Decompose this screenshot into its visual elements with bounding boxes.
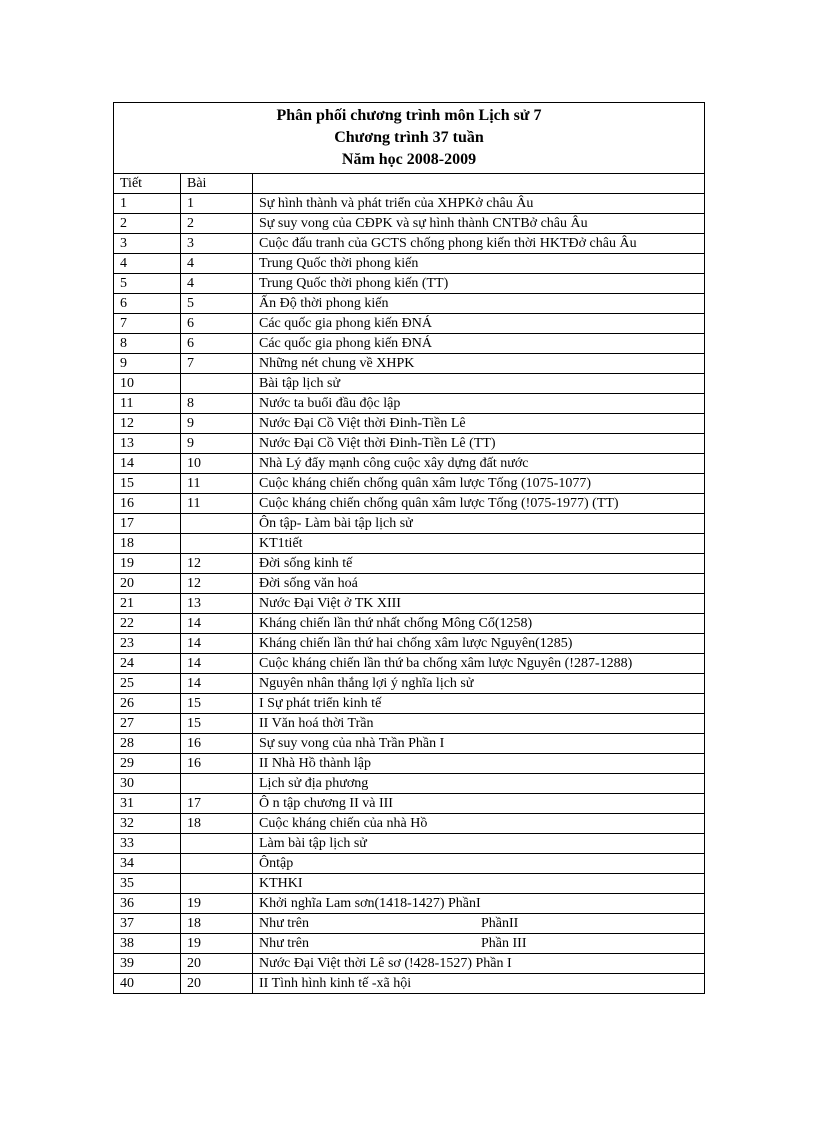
cell-bai: 14 [181, 634, 253, 654]
table-row [114, 874, 705, 894]
cell-content [253, 434, 705, 454]
cell-content [253, 334, 705, 354]
cell-bai: 16 [181, 754, 253, 774]
cell-tiet: 3 [114, 234, 181, 254]
table-row [114, 254, 705, 274]
table-row [114, 774, 705, 794]
cell-content [253, 734, 705, 754]
cell-tiet: 10 [114, 374, 181, 394]
cell-bai: 12 [181, 574, 253, 594]
cell-content-text: Sự suy vong của nhà Trần Phần I [259, 736, 445, 751]
cell-content-text: Lịch sử địa phương [259, 776, 369, 791]
table-row [114, 974, 705, 994]
table-row [114, 514, 705, 534]
cell-content [253, 834, 705, 854]
cell-content [253, 934, 705, 954]
cell-bai: 19 [181, 934, 253, 954]
cell-tiet: 27 [114, 714, 181, 734]
cell-tiet: 24 [114, 654, 181, 674]
header-row [114, 174, 705, 194]
cell-bai [181, 534, 253, 554]
cell-content-text: Cuộc kháng chiến lần thứ ba chống xâm lược Nguyên (!287-1288) [259, 656, 633, 671]
cell-content-text: I Sự phát triển kinh tế [259, 696, 382, 711]
cell-tiet: 7 [114, 314, 181, 334]
cell-content [253, 634, 705, 654]
cell-content [253, 294, 705, 314]
cell-content-text: Cuộc kháng chiến của nhà Hồ [259, 816, 428, 831]
cell-content [253, 454, 705, 474]
cell-content [253, 494, 705, 514]
table-row [114, 214, 705, 234]
title-line-subject: Phân phối chương trình môn Lịch sử 7 [276, 107, 542, 124]
table-row [114, 314, 705, 334]
table-row [114, 934, 705, 954]
cell-content-text: Nước Đại Cồ Việt thời Đinh-Tiền Lê (TT) [259, 436, 496, 451]
cell-content [253, 214, 705, 234]
cell-bai: 12 [181, 554, 253, 574]
cell-tiet: 37 [114, 914, 181, 934]
cell-tiet: 5 [114, 274, 181, 294]
header-content [253, 174, 705, 194]
cell-content [253, 874, 705, 894]
cell-bai: 9 [181, 414, 253, 434]
cell-content-text: KTHKI [259, 876, 303, 891]
title-line-program: Chương trình 37 tuần [334, 129, 484, 146]
cell-bai [181, 514, 253, 534]
table-row [114, 554, 705, 574]
cell-content-text: Nước ta buổi đầu độc lập [259, 396, 401, 411]
cell-bai [181, 374, 253, 394]
cell-tiet: 18 [114, 534, 181, 554]
cell-content-text: II Văn hoá thời Trần [259, 716, 374, 731]
cell-tiet: 23 [114, 634, 181, 654]
cell-bai: 16 [181, 734, 253, 754]
cell-content-text: Cuộc kháng chiến chống quân xâm lược Tống (!075-1977) (TT) [259, 496, 619, 511]
table-row [114, 634, 705, 654]
cell-content [253, 354, 705, 374]
cell-tiet: 12 [114, 414, 181, 434]
cell-tiet: 9 [114, 354, 181, 374]
table-row [114, 954, 705, 974]
cell-content-text: Ôn tập- Làm bài tập lịch sử [259, 516, 413, 531]
cell-bai [181, 854, 253, 874]
cell-content [253, 314, 705, 334]
cell-content [253, 614, 705, 634]
cell-content-text: Đời sống kinh tế [259, 556, 353, 571]
cell-bai: 17 [181, 794, 253, 814]
cell-content-text: Nước Đại Việt thời Lê sơ (!428-1527) Phần I [259, 956, 512, 971]
cell-content [253, 234, 705, 254]
table-row [114, 274, 705, 294]
cell-content [253, 754, 705, 774]
cell-bai: 11 [181, 494, 253, 514]
table-row [114, 854, 705, 874]
cell-content [253, 974, 705, 994]
cell-content-text: KT1tiết [259, 536, 303, 551]
cell-bai: 2 [181, 214, 253, 234]
table-row [114, 534, 705, 554]
cell-content-text: Các quốc gia phong kiến ĐNÁ [259, 316, 433, 331]
table-row [114, 594, 705, 614]
cell-tiet: 11 [114, 394, 181, 414]
cell-content [253, 574, 705, 594]
cell-tiet: 17 [114, 514, 181, 534]
cell-content [253, 554, 705, 574]
cell-tiet: 33 [114, 834, 181, 854]
cell-bai: 13 [181, 594, 253, 614]
cell-tiet: 32 [114, 814, 181, 834]
cell-tiet: 21 [114, 594, 181, 614]
cell-content [253, 814, 705, 834]
cell-tiet: 34 [114, 854, 181, 874]
cell-bai: 7 [181, 354, 253, 374]
cell-tiet: 38 [114, 934, 181, 954]
cell-bai: 14 [181, 674, 253, 694]
cell-content-text: II Tình hình kinh tế -xã hội [259, 976, 412, 991]
table-row [114, 614, 705, 634]
cell-content-text: Ấn Độ thời phong kiến [259, 296, 389, 311]
cell-content [253, 674, 705, 694]
cell-content [253, 474, 705, 494]
cell-content [253, 894, 705, 914]
table-row [114, 794, 705, 814]
cell-content-text: Bài tập lịch sử [259, 376, 341, 391]
cell-content-text: Những nét chung về XHPK [259, 356, 415, 371]
cell-tiet: 28 [114, 734, 181, 754]
cell-content-text: Như trên [259, 936, 309, 951]
cell-content-text: Cuộc kháng chiến chống quân xâm lược Tống (1075-1077) [259, 476, 591, 491]
cell-bai [181, 874, 253, 894]
table-row [114, 374, 705, 394]
cell-content [253, 654, 705, 674]
cell-tiet: 29 [114, 754, 181, 774]
cell-content-text: Kháng chiến lần thứ nhất chống Mông Cổ(1258) [259, 616, 533, 631]
cell-tiet: 31 [114, 794, 181, 814]
cell-tiet: 25 [114, 674, 181, 694]
cell-bai: 6 [181, 334, 253, 354]
cell-content [253, 774, 705, 794]
cell-tiet: 8 [114, 334, 181, 354]
cell-content [253, 194, 705, 214]
table-row [114, 754, 705, 774]
table-row [114, 674, 705, 694]
cell-tiet: 2 [114, 214, 181, 234]
table-row [114, 714, 705, 734]
table-title [114, 103, 705, 174]
table-row [114, 414, 705, 434]
table-row [114, 194, 705, 214]
cell-bai: 20 [181, 974, 253, 994]
cell-tiet: 26 [114, 694, 181, 714]
cell-content-text: Nguyên nhân thắng lợi ý nghĩa lịch sử [259, 676, 474, 691]
cell-tiet: 16 [114, 494, 181, 514]
cell-content [253, 274, 705, 294]
cell-bai: 9 [181, 434, 253, 454]
cell-bai [181, 774, 253, 794]
curriculum-table [113, 102, 705, 994]
cell-content [253, 854, 705, 874]
cell-bai: 15 [181, 714, 253, 734]
cell-content [253, 694, 705, 714]
header-tiet: Tiết [114, 174, 181, 194]
cell-tiet: 20 [114, 574, 181, 594]
table-row [114, 394, 705, 414]
cell-bai: 3 [181, 234, 253, 254]
cell-bai: 18 [181, 814, 253, 834]
cell-content-text: Nước Đại Cồ Việt thời Đinh-Tiền Lê [259, 416, 466, 431]
table-row [114, 434, 705, 454]
cell-tiet: 1 [114, 194, 181, 214]
cell-tiet: 30 [114, 774, 181, 794]
cell-bai: 14 [181, 614, 253, 634]
cell-tiet: 4 [114, 254, 181, 274]
cell-content-text: Đời sống văn hoá [259, 576, 358, 591]
cell-bai: 20 [181, 954, 253, 974]
title-line-year: Năm học 2008-2009 [341, 151, 477, 168]
cell-bai: 8 [181, 394, 253, 414]
cell-bai: 18 [181, 914, 253, 934]
cell-content [253, 414, 705, 434]
table-row [114, 334, 705, 354]
cell-tiet: 22 [114, 614, 181, 634]
cell-bai: 10 [181, 454, 253, 474]
cell-content [253, 594, 705, 614]
cell-content [253, 374, 705, 394]
title-row [114, 103, 705, 174]
cell-bai: 6 [181, 314, 253, 334]
table-row [114, 834, 705, 854]
table-row [114, 234, 705, 254]
cell-content-text: Sự suy vong của CĐPK và sự hình thành CNTBở châu Âu [259, 216, 588, 231]
cell-bai: 14 [181, 654, 253, 674]
cell-tiet: 15 [114, 474, 181, 494]
cell-content-text: Các quốc gia phong kiến ĐNÁ [259, 336, 433, 351]
cell-tiet: 35 [114, 874, 181, 894]
cell-bai: 4 [181, 274, 253, 294]
cell-tiet: 40 [114, 974, 181, 994]
cell-tiet: 39 [114, 954, 181, 974]
table-row [114, 694, 705, 714]
table-row [114, 294, 705, 314]
cell-content [253, 914, 705, 934]
header-bai: Bài [181, 174, 253, 194]
cell-content [253, 954, 705, 974]
table-row [114, 494, 705, 514]
cell-bai: 5 [181, 294, 253, 314]
cell-content-text: Như trên [259, 916, 309, 931]
cell-content-text: Ô n tập chương II và III [259, 796, 393, 811]
cell-content-text: Nước Đại Việt ở TK XIII [259, 596, 401, 611]
cell-bai: 1 [181, 194, 253, 214]
table-row [114, 914, 705, 934]
cell-content-text: Trung Quốc thời phong kiến [259, 256, 419, 271]
table-row [114, 574, 705, 594]
cell-bai [181, 834, 253, 854]
cell-content-text: Sự hình thành và phát triển của XHPKở châu Âu [259, 196, 534, 211]
cell-content [253, 254, 705, 274]
cell-content-text: Cuộc đấu tranh của GCTS chống phong kiến thời HKTĐở châu Âu [259, 236, 637, 251]
cell-tiet: 14 [114, 454, 181, 474]
cell-content-text: Khởi nghĩa Lam sơn(1418-1427) PhầnI [259, 896, 481, 911]
cell-bai: 15 [181, 694, 253, 714]
cell-tiet: 13 [114, 434, 181, 454]
cell-content [253, 714, 705, 734]
cell-content [253, 534, 705, 554]
cell-content-part: PhầnII [481, 916, 519, 931]
cell-tiet: 36 [114, 894, 181, 914]
cell-content-text: Nhà Lý đẩy mạnh công cuộc xây dựng đất nước [259, 456, 529, 471]
cell-bai: 19 [181, 894, 253, 914]
table-row [114, 734, 705, 754]
cell-bai: 4 [181, 254, 253, 274]
cell-content-text: II Nhà Hồ thành lập [259, 756, 371, 771]
table-row [114, 354, 705, 374]
cell-tiet: 19 [114, 554, 181, 574]
cell-tiet: 6 [114, 294, 181, 314]
cell-bai: 11 [181, 474, 253, 494]
cell-content [253, 394, 705, 414]
table-row [114, 814, 705, 834]
cell-content-text: Kháng chiến lần thứ hai chống xâm lược Nguyên(1285) [259, 636, 573, 651]
cell-content [253, 514, 705, 534]
table-row [114, 474, 705, 494]
cell-content-text: Trung Quốc thời phong kiến (TT) [259, 276, 449, 291]
table-row [114, 454, 705, 474]
cell-content-text: Làm bài tập lịch sử [259, 836, 367, 851]
cell-content-text: Ôntập [259, 856, 294, 871]
table-row [114, 894, 705, 914]
cell-content-part: Phần III [481, 936, 527, 951]
table-row [114, 654, 705, 674]
cell-content [253, 794, 705, 814]
